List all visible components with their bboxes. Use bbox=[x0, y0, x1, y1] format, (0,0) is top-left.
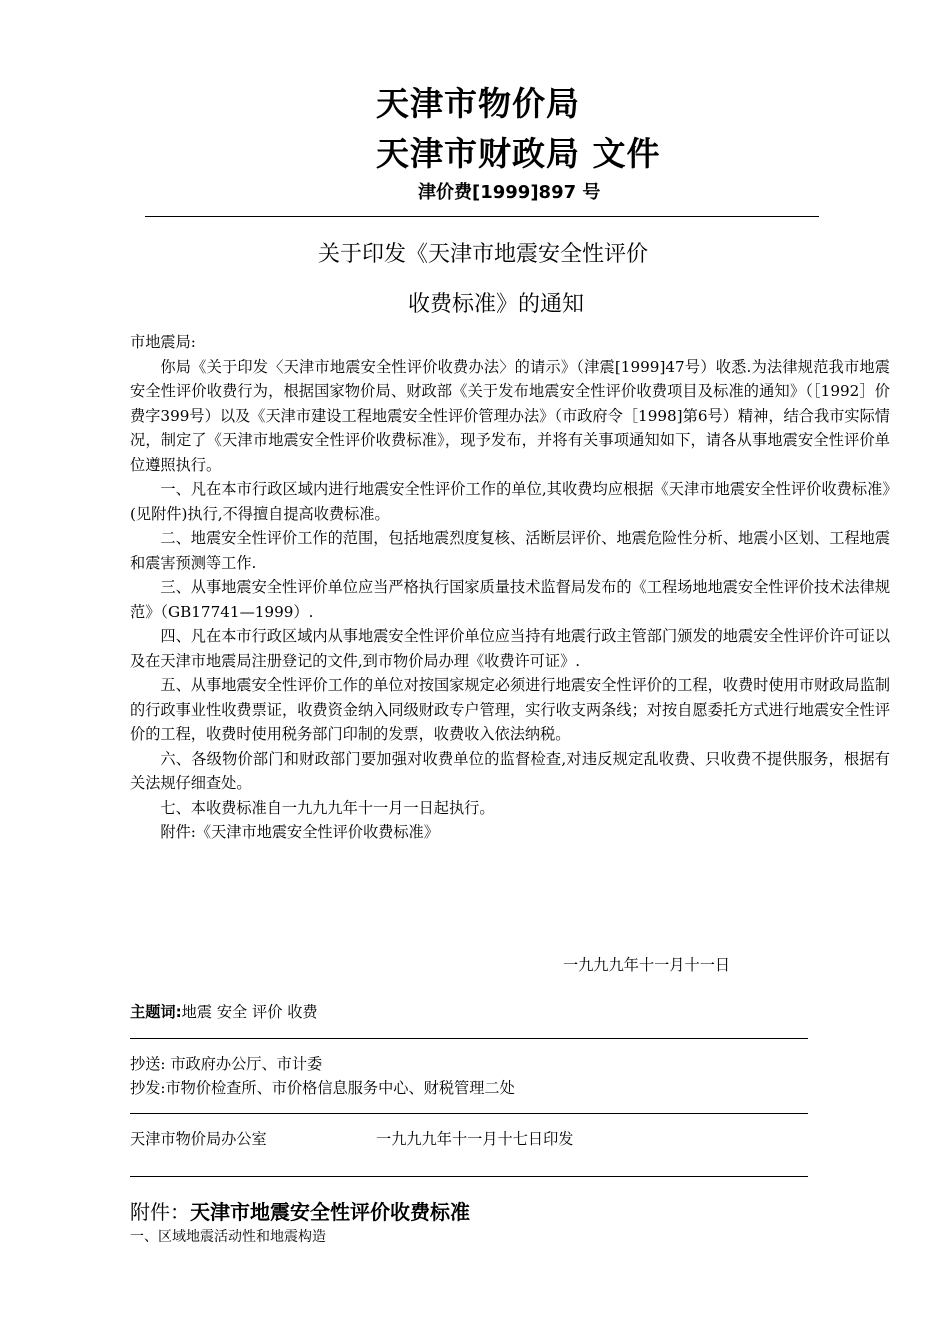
cc-copy-line: 抄发:市物价检查所、市价格信息服务中心、财税管理二处 bbox=[130, 1079, 515, 1097]
paragraph-intro: 你局《关于印发〈天津市地震安全性评价收费办法〉的请示》（津震[1999]47号）收悉.为法律规范我市地震安全性评价收费行为，根据国家物价局、财政部《关于发布地震安全性评价收费项目及标准的通知》（［1992］价费字399号）以及《天津市建设工程地震安全性评价管理办法》（市政府令［1998]第6号）精神，结合我市实际情况，制定了《天津市地震安全性评价收费标准》，现予发布，并将有关事项通知如下，请各从事地震安全性评价单位遵照执行。 bbox=[130, 357, 890, 474]
attachment-note: 附件:《天津市地震安全性评价收费标准》 bbox=[160, 823, 439, 841]
notice-title-line2: 收费标准》的通知 bbox=[408, 292, 585, 317]
paragraph-item-5: 五、从事地震安全性评价工作的单位对按国家规定必须进行地震安全性评价的工程，收费时使用市财政局监制的行政事业性收费票证，收费资金纳入同级财政专户管理，实行收支两条线；对按自愿委托方式进行地震安全性评价的工程，收费时使用税务部门印制的发票，收费收入依法纳税。 bbox=[130, 676, 890, 743]
paragraph-item-1: 一、凡在本市行政区域内进行地震安全性评价工作的单位,其收费均应根据《天津市地震安全性评价收费标准》(见附件)执行,不得擅自提高收费标准。 bbox=[130, 480, 890, 523]
keywords-label: 主题词: bbox=[130, 1003, 182, 1021]
issuer-office: 天津市物价局办公室 bbox=[130, 1130, 267, 1148]
attachment-section-1: 一、区域地震活动性和地震构造 bbox=[130, 1229, 326, 1245]
issue-date: 一九九九年十一月十一日 bbox=[563, 956, 731, 974]
cc-send-line: 抄送: 市政府办公厅、市计委 bbox=[130, 1055, 323, 1073]
paragraph-item-6: 六、各级物价部门和财政部门要加强对收费单位的监督检查,对违反规定乱收费、只收费不提供服务，根据有关法规仔细查处。 bbox=[130, 749, 890, 792]
attachment-label: 附件： bbox=[130, 1200, 190, 1224]
paragraph-item-2: 二、地震安全性评价工作的范围，包括地震烈度复核、活断层评价、地震危险性分析、地震小区划、工程地震和震害预测等工作. bbox=[130, 529, 890, 572]
print-date: 一九九九年十一月十七日印发 bbox=[376, 1130, 574, 1148]
footer-divider-1 bbox=[130, 1038, 808, 1039]
document-number: 津价费[1999]897 号 bbox=[418, 182, 601, 203]
salutation: 市地震局: bbox=[130, 333, 196, 351]
keywords-line bbox=[130, 1000, 318, 1024]
notice-body bbox=[130, 330, 890, 845]
footer-divider-3 bbox=[130, 1176, 808, 1177]
keywords-value: 地震 安全 评价 收费 bbox=[181, 1003, 318, 1021]
paragraph-item-7: 七、本收费标准自一九九九年十一月一日起执行。 bbox=[160, 798, 495, 817]
header-divider bbox=[145, 216, 819, 217]
paragraph-item-3: 三、从事地震安全性评价单位应当严格执行国家质量技术监督局发布的《工程场地地震安全性评价技术法律规范》（GB17741—1999）. bbox=[130, 578, 890, 621]
issuer-title-line1: 天津市物价局 bbox=[376, 84, 580, 123]
notice-title-line1: 关于印发《天津市地震安全性评价 bbox=[318, 242, 649, 267]
attachment-heading bbox=[130, 1198, 470, 1226]
issuer-title-line2: 天津市财政局 文件 bbox=[376, 134, 661, 173]
attachment-title: 天津市地震安全性评价收费标准 bbox=[190, 1200, 470, 1224]
paragraph-item-4: 四、凡在本市行政区域内从事地震安全性评价单位应当持有地震行政主管部门颁发的地震安全性评价许可证以及在天津市地震局注册登记的文件,到市物价局办理《收费许可证》. bbox=[130, 627, 890, 670]
footer-divider-2 bbox=[130, 1113, 808, 1114]
